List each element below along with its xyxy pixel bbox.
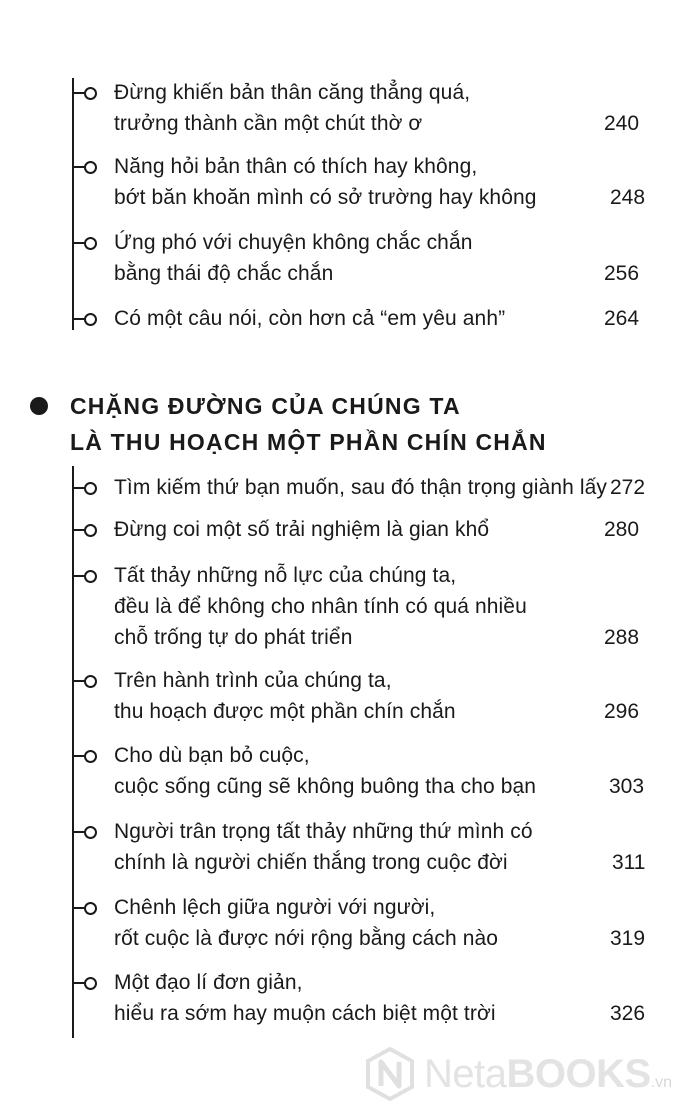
toc-page-number: 256: [604, 262, 640, 285]
toc-page-number: 311: [612, 851, 646, 874]
toc-node-circle-icon: [84, 826, 97, 839]
toc-node-circle-icon: [84, 482, 97, 495]
toc-page-number: 264: [604, 307, 640, 330]
toc-entry-title: Tìm kiếm thứ bạn muốn, sau đó thận trọng giành lấy: [114, 476, 607, 499]
watermark-brand: [424, 1049, 672, 1108]
toc-node-circle-icon: [84, 524, 97, 537]
section-bullet-icon: [30, 397, 48, 415]
toc-entry-title: Chênh lệch giữa người với người,: [114, 896, 436, 919]
toc-entry-title: Trên hành trình của chúng ta,: [114, 669, 392, 692]
toc-page-number: 272: [610, 476, 646, 499]
toc-entry-title: rốt cuộc là được nới rộng bằng cách nào: [114, 927, 499, 950]
toc-entry-title: Đừng coi một số trải nghiệm là gian khổ: [114, 518, 490, 541]
toc-node-circle-icon: [84, 675, 97, 688]
watermark-brand-bold: BOOKS: [506, 1052, 651, 1096]
toc-node-circle-icon: [84, 977, 97, 990]
toc-node-circle-icon: [84, 87, 97, 100]
netabooks-hexagon-logo-icon: [364, 1046, 416, 1102]
toc-entry-title: trưởng thành cần một chút thờ ơ: [114, 112, 423, 135]
toc-node-circle-icon: [84, 570, 97, 583]
toc-entry-title: Có một câu nói, còn hơn cả “em yêu anh”: [114, 307, 506, 330]
watermark-brand-light: Neta: [424, 1052, 507, 1096]
toc-page-number: 296: [604, 700, 640, 723]
toc-entry-title: Cho dù bạn bỏ cuộc,: [114, 744, 310, 767]
toc-node-circle-icon: [84, 750, 97, 763]
toc-entry-title: Một đạo lí đơn giản,: [114, 971, 303, 994]
toc-entry-title: chỗ trống tự do phát triển: [114, 626, 353, 649]
toc-entry-title: Tất thảy những nỗ lực của chúng ta,: [114, 564, 457, 587]
toc-page-number: 240: [604, 112, 640, 135]
toc-entry-title: Ứng phó với chuyện không chắc chắn: [114, 231, 473, 254]
toc-page-number: 326: [610, 1002, 646, 1025]
toc-node-circle-icon: [84, 161, 97, 174]
watermark-suffix: .vn: [650, 1074, 673, 1091]
toc-entry-title: bằng thái độ chắc chắn: [114, 262, 334, 285]
toc-entry-title: Năng hỏi bản thân có thích hay không,: [114, 155, 478, 178]
toc-page-number: 280: [604, 518, 640, 541]
toc-tree-line: [72, 78, 74, 330]
toc-entry-title: thu hoạch được một phần chín chắn: [114, 700, 456, 723]
toc-page-number: 288: [604, 626, 640, 649]
toc-entry-title: cuộc sống cũng sẽ không buông tha cho bạn: [114, 775, 537, 798]
toc-entry-title: Đừng khiến bản thân căng thẳng quá,: [114, 81, 471, 104]
toc-page-number: 303: [609, 775, 645, 798]
toc-entry-title: chính là người chiến thắng trong cuộc đời: [114, 851, 508, 874]
toc-entry-title: Người trân trọng tất thảy những thứ mình có: [114, 820, 533, 843]
toc-entry-title: bớt băn khoăn mình có sở trường hay không: [114, 186, 537, 209]
toc-node-circle-icon: [84, 313, 97, 326]
toc-page-number: 319: [610, 927, 646, 950]
toc-node-circle-icon: [84, 237, 97, 250]
toc-node-circle-icon: [84, 902, 97, 915]
toc-entry-title: hiểu ra sớm hay muộn cách biệt một trời: [114, 1002, 496, 1025]
toc-page-number: 248: [610, 186, 646, 209]
toc-entry-title: đều là để không cho nhân tính có quá nhiều: [114, 595, 527, 618]
toc-tree-line: [72, 466, 74, 1038]
section-title: LÀ THU HOẠCH MỘT PHẦN CHÍN CHẮN: [70, 429, 547, 455]
section-title: CHẶNG ĐƯỜNG CỦA CHÚNG TA: [70, 393, 461, 419]
